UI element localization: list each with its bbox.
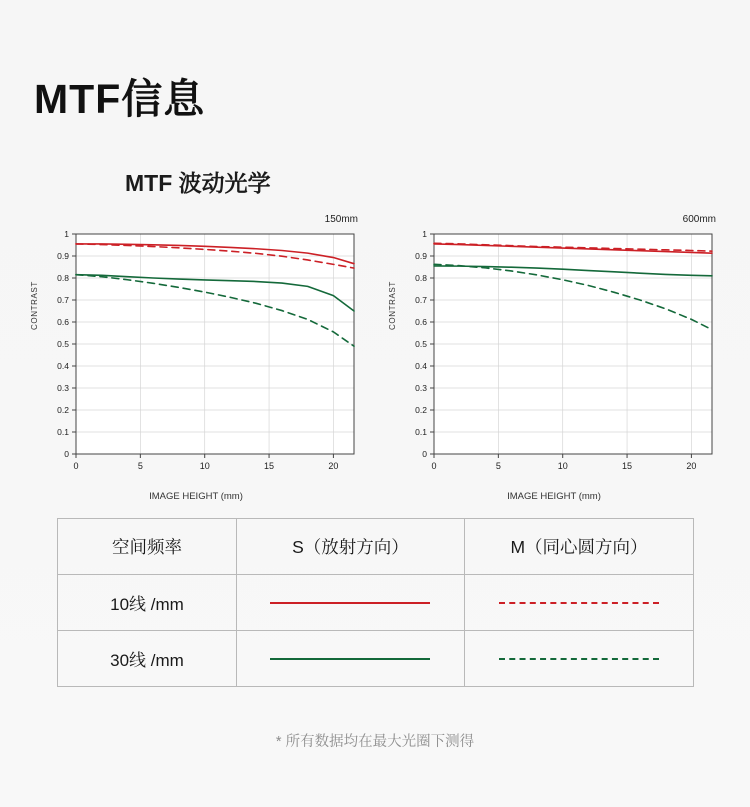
legend-header-frequency: 空间频率 xyxy=(58,519,237,575)
chart-x-axis-label-150mm: IMAGE HEIGHT (mm) xyxy=(149,491,243,502)
table-row xyxy=(58,575,694,631)
mtf-chart-600mm xyxy=(386,212,722,502)
svg-text:0.7: 0.7 xyxy=(57,295,69,306)
line-sample-dashed-green-icon xyxy=(499,658,659,660)
page-title: MTF信息 xyxy=(34,76,206,122)
chart-title-150mm: 150mm xyxy=(324,214,358,225)
mtf-charts-container xyxy=(28,212,722,502)
svg-text:0.4: 0.4 xyxy=(57,361,69,372)
legend-swatch-10-m xyxy=(464,575,693,631)
legend-swatch-30-m xyxy=(464,631,693,687)
svg-text:20: 20 xyxy=(328,461,339,471)
legend-header-sagittal: S（放射方向） xyxy=(236,519,464,575)
svg-text:0.9: 0.9 xyxy=(57,251,69,262)
svg-text:0.8: 0.8 xyxy=(415,273,427,284)
section-title: MTF 波动光学 xyxy=(125,170,271,196)
svg-text:15: 15 xyxy=(264,461,275,471)
line-sample-solid-green-icon xyxy=(270,658,430,660)
svg-text:0.4: 0.4 xyxy=(415,361,427,372)
legend-table xyxy=(57,518,694,687)
legend-row-label-30: 30线 /mm xyxy=(58,631,237,687)
svg-text:0.2: 0.2 xyxy=(57,405,69,416)
footnote: * 所有数据均在最大光圈下测得 xyxy=(275,734,475,750)
chart-title-600mm: 600mm xyxy=(682,214,716,225)
svg-text:5: 5 xyxy=(137,461,143,471)
svg-text:0.3: 0.3 xyxy=(415,383,427,394)
svg-text:0.9: 0.9 xyxy=(415,251,427,262)
svg-text:1: 1 xyxy=(422,229,427,240)
svg-text:0: 0 xyxy=(73,461,79,471)
svg-text:0: 0 xyxy=(422,449,427,460)
svg-text:0.6: 0.6 xyxy=(57,317,69,328)
mtf-chart-150mm xyxy=(28,212,364,502)
line-sample-dashed-red-icon xyxy=(499,602,659,604)
chart-plot-150mm xyxy=(28,226,364,488)
chart-y-axis-label-600mm: CONTRAST xyxy=(388,281,397,330)
table-row xyxy=(58,631,694,687)
svg-text:0: 0 xyxy=(431,461,437,471)
line-sample-solid-red-icon xyxy=(270,602,430,604)
svg-text:0: 0 xyxy=(64,449,69,460)
legend-header-meridional: M（同心圆方向） xyxy=(464,519,693,575)
legend-header-row xyxy=(58,519,694,575)
svg-text:1: 1 xyxy=(64,229,69,240)
chart-x-axis-label-600mm: IMAGE HEIGHT (mm) xyxy=(507,491,601,502)
svg-text:0.3: 0.3 xyxy=(57,383,69,394)
svg-text:0.6: 0.6 xyxy=(415,317,427,328)
svg-text:10: 10 xyxy=(557,461,568,471)
svg-text:5: 5 xyxy=(495,461,501,471)
svg-text:0.2: 0.2 xyxy=(415,405,427,416)
svg-text:0.5: 0.5 xyxy=(415,339,427,350)
legend-swatch-10-s xyxy=(236,575,464,631)
svg-text:10: 10 xyxy=(199,461,210,471)
svg-text:0.1: 0.1 xyxy=(57,427,69,438)
legend-swatch-30-s xyxy=(236,631,464,687)
svg-text:0.8: 0.8 xyxy=(57,273,69,284)
svg-text:0.1: 0.1 xyxy=(415,427,427,438)
svg-text:20: 20 xyxy=(686,461,697,471)
svg-text:0.5: 0.5 xyxy=(57,339,69,350)
svg-text:0.7: 0.7 xyxy=(415,295,427,306)
chart-plot-600mm xyxy=(386,226,722,488)
svg-text:15: 15 xyxy=(622,461,633,471)
legend-row-label-10: 10线 /mm xyxy=(58,575,237,631)
chart-y-axis-label-150mm: CONTRAST xyxy=(30,281,39,330)
